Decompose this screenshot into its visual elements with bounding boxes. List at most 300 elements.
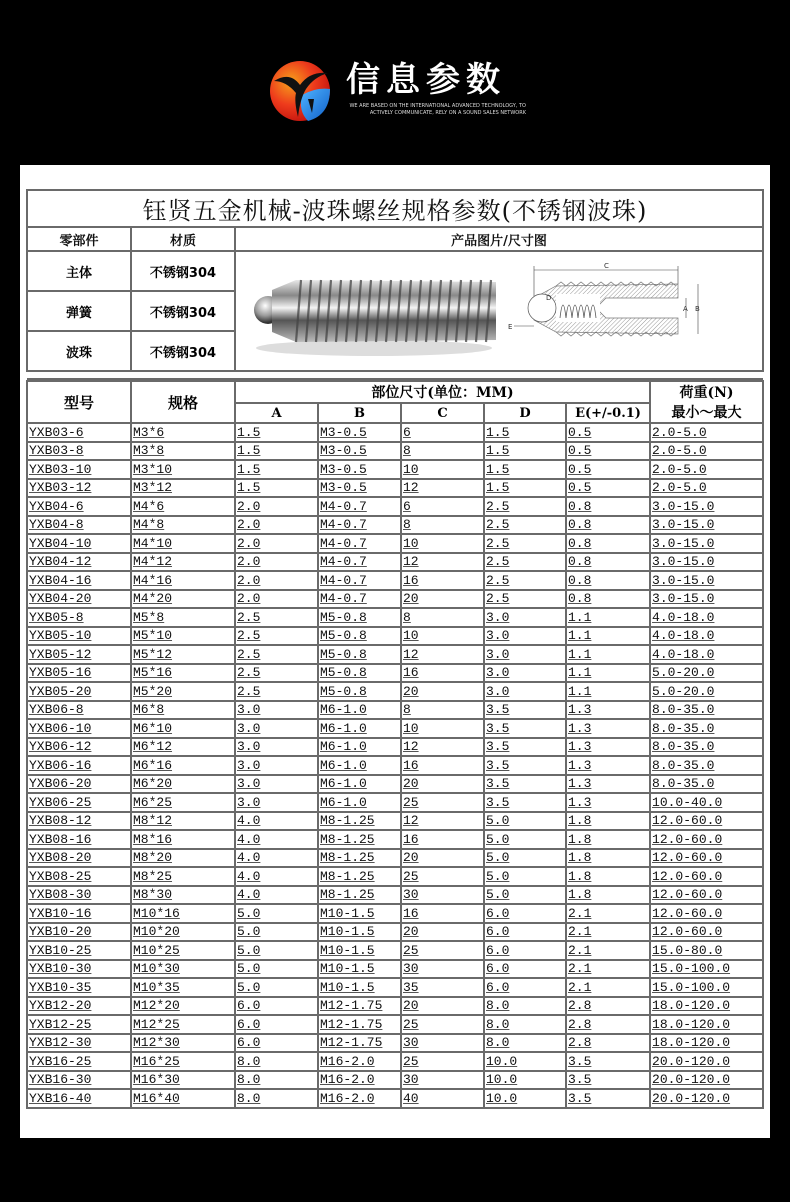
cell-a: 2.5 [235, 608, 318, 627]
header-part: 零部件 [27, 227, 131, 251]
cell-model: YXB12-20 [27, 997, 131, 1016]
cell-c: 20 [401, 682, 484, 701]
cell-model: YXB03-8 [27, 442, 131, 461]
cell-c: 20 [401, 997, 484, 1016]
cell-model: YXB06-16 [27, 756, 131, 775]
cell-load: 10.0-40.0 [650, 793, 763, 812]
table-row [27, 1034, 763, 1053]
cell-d: 3.5 [484, 756, 566, 775]
cell-d: 1.5 [484, 423, 566, 442]
cell-c: 25 [401, 1015, 484, 1034]
cell-model: YXB04-16 [27, 571, 131, 590]
cell-b: M5-0.8 [318, 664, 401, 683]
cell-a: 4.0 [235, 886, 318, 905]
cell-a: 2.0 [235, 590, 318, 609]
cell-load: 12.0-60.0 [650, 867, 763, 886]
cell-spec: M6*8 [131, 701, 235, 720]
table-row [27, 886, 763, 905]
header-d: D [484, 403, 566, 423]
cell-model: YXB06-12 [27, 738, 131, 757]
cell-c: 30 [401, 886, 484, 905]
part-name: 弹簧 [27, 291, 131, 331]
table-row [27, 645, 763, 664]
cell-e: 0.5 [566, 460, 650, 479]
cell-model: YXB03-10 [27, 460, 131, 479]
cell-b: M4-0.7 [318, 590, 401, 609]
cell-model: YXB06-25 [27, 793, 131, 812]
cell-b: M12-1.75 [318, 997, 401, 1016]
cell-spec: M5*16 [131, 664, 235, 683]
cell-d: 6.0 [484, 960, 566, 979]
table-row [27, 423, 763, 442]
cell-d: 5.0 [484, 867, 566, 886]
cell-spec: M6*25 [131, 793, 235, 812]
cell-load: 3.0-15.0 [650, 516, 763, 535]
cell-c: 8 [401, 701, 484, 720]
cell-e: 1.3 [566, 775, 650, 794]
part-material: 不锈钢304 [131, 331, 235, 371]
cell-e: 2.1 [566, 904, 650, 923]
cell-c: 6 [401, 497, 484, 516]
cell-e: 1.8 [566, 886, 650, 905]
cell-b: M6-1.0 [318, 793, 401, 812]
cell-load: 12.0-60.0 [650, 812, 763, 831]
cell-model: YXB08-30 [27, 886, 131, 905]
cell-spec: M4*8 [131, 516, 235, 535]
cell-c: 16 [401, 830, 484, 849]
table-row [27, 571, 763, 590]
diagram-label-c: C [604, 262, 609, 270]
cell-model: YXB10-30 [27, 960, 131, 979]
cell-load: 12.0-60.0 [650, 904, 763, 923]
cell-c: 12 [401, 738, 484, 757]
cell-d: 3.0 [484, 664, 566, 683]
cell-a: 4.0 [235, 849, 318, 868]
cell-load: 3.0-15.0 [650, 571, 763, 590]
cell-c: 25 [401, 1052, 484, 1071]
table-row [27, 867, 763, 886]
cell-e: 0.8 [566, 553, 650, 572]
cell-d: 1.5 [484, 479, 566, 498]
cell-model: YXB05-10 [27, 627, 131, 646]
cell-c: 12 [401, 812, 484, 831]
cell-spec: M16*40 [131, 1089, 235, 1108]
cell-d: 10.0 [484, 1071, 566, 1090]
table-row [27, 460, 763, 479]
cell-spec: M8*20 [131, 849, 235, 868]
cell-c: 30 [401, 960, 484, 979]
cell-spec: M4*20 [131, 590, 235, 609]
cell-d: 3.5 [484, 701, 566, 720]
cell-spec: M4*10 [131, 534, 235, 553]
cell-e: 1.8 [566, 812, 650, 831]
cell-e: 1.1 [566, 627, 650, 646]
cell-spec: M6*10 [131, 719, 235, 738]
cell-d: 10.0 [484, 1089, 566, 1108]
cell-a: 8.0 [235, 1052, 318, 1071]
cell-e: 0.8 [566, 516, 650, 535]
cell-model: YXB06-10 [27, 719, 131, 738]
diagram-label-e: E [508, 323, 513, 331]
cell-c: 12 [401, 645, 484, 664]
cell-c: 10 [401, 460, 484, 479]
cell-load: 3.0-15.0 [650, 497, 763, 516]
cell-c: 20 [401, 923, 484, 942]
cell-load: 3.0-15.0 [650, 534, 763, 553]
cell-spec: M5*12 [131, 645, 235, 664]
table-row [27, 978, 763, 997]
cell-load: 4.0-18.0 [650, 645, 763, 664]
header-load-line1: 荷重(N) [679, 385, 734, 401]
cell-c: 25 [401, 941, 484, 960]
cell-a: 3.0 [235, 793, 318, 812]
cell-a: 3.0 [235, 738, 318, 757]
cell-e: 1.3 [566, 701, 650, 720]
header-model: 型号 [27, 381, 131, 423]
cell-load: 8.0-35.0 [650, 738, 763, 757]
cell-e: 1.1 [566, 664, 650, 683]
cell-model: YXB04-20 [27, 590, 131, 609]
cell-a: 8.0 [235, 1071, 318, 1090]
cell-d: 2.5 [484, 590, 566, 609]
table-row [27, 553, 763, 572]
header-material: 材质 [131, 227, 235, 251]
cell-spec: M4*12 [131, 553, 235, 572]
cell-b: M6-1.0 [318, 719, 401, 738]
cell-load: 20.0-120.0 [650, 1052, 763, 1071]
cell-spec: M12*20 [131, 997, 235, 1016]
logo-icon [268, 59, 332, 123]
cell-load: 4.0-18.0 [650, 627, 763, 646]
cell-e: 2.1 [566, 923, 650, 942]
cell-e: 1.8 [566, 830, 650, 849]
part-material: 不锈钢304 [131, 251, 235, 291]
cell-e: 2.8 [566, 1034, 650, 1053]
cell-b: M16-2.0 [318, 1071, 401, 1090]
cell-a: 4.0 [235, 867, 318, 886]
cell-model: YXB10-16 [27, 904, 131, 923]
header-image: 产品图片/尺寸图 [235, 227, 763, 251]
banner-tagline: WE ARE BASED ON THE INTERNATIONAL ADVANCED TECHNOLOGY, TO ACTIVELY COMMUNICATE, RELY ON A SOUND SALES NETWORK [349, 103, 526, 116]
cell-spec: M8*16 [131, 830, 235, 849]
table-row [27, 682, 763, 701]
cell-model: YXB05-20 [27, 682, 131, 701]
cell-c: 35 [401, 978, 484, 997]
cell-load: 8.0-35.0 [650, 701, 763, 720]
cell-spec: M8*25 [131, 867, 235, 886]
cell-d: 3.0 [484, 627, 566, 646]
cell-e: 1.3 [566, 793, 650, 812]
cell-load: 2.0-5.0 [650, 479, 763, 498]
cell-c: 10 [401, 534, 484, 553]
cell-b: M5-0.8 [318, 627, 401, 646]
cell-b: M4-0.7 [318, 553, 401, 572]
cell-e: 1.3 [566, 719, 650, 738]
cell-b: M4-0.7 [318, 516, 401, 535]
table-row [27, 960, 763, 979]
header-e: E(+/-0.1) [566, 403, 650, 423]
cell-model: YXB16-25 [27, 1052, 131, 1071]
cell-c: 8 [401, 442, 484, 461]
header-c: C [401, 403, 484, 423]
cell-c: 16 [401, 571, 484, 590]
banner-title: 信息参数 [346, 60, 506, 100]
cell-model: YXB06-8 [27, 701, 131, 720]
table-row [27, 775, 763, 794]
cell-model: YXB04-6 [27, 497, 131, 516]
cell-a: 2.0 [235, 516, 318, 535]
cell-b: M8-1.25 [318, 849, 401, 868]
table-row [27, 830, 763, 849]
cell-a: 5.0 [235, 960, 318, 979]
header-spec: 规格 [131, 381, 235, 423]
cell-a: 4.0 [235, 830, 318, 849]
diagram-label-a: A [683, 305, 688, 313]
banner-header [0, 0, 790, 165]
product-image-cell [235, 251, 763, 371]
cell-model: YXB05-8 [27, 608, 131, 627]
cell-d: 6.0 [484, 941, 566, 960]
cell-model: YXB03-12 [27, 479, 131, 498]
cell-load: 15.0-80.0 [650, 941, 763, 960]
cell-spec: M10*16 [131, 904, 235, 923]
cell-c: 16 [401, 664, 484, 683]
cell-d: 6.0 [484, 904, 566, 923]
table-row [27, 608, 763, 627]
cell-e: 1.1 [566, 645, 650, 664]
table-row [27, 1071, 763, 1090]
cell-d: 10.0 [484, 1052, 566, 1071]
cell-load: 12.0-60.0 [650, 830, 763, 849]
cell-c: 12 [401, 553, 484, 572]
cell-model: YXB04-12 [27, 553, 131, 572]
spec-table [26, 380, 764, 1109]
cell-b: M3-0.5 [318, 423, 401, 442]
cell-d: 2.5 [484, 516, 566, 535]
cell-d: 1.5 [484, 460, 566, 479]
cell-e: 0.5 [566, 442, 650, 461]
cell-e: 2.8 [566, 1015, 650, 1034]
cell-d: 2.5 [484, 497, 566, 516]
spec-sheet [26, 189, 764, 1109]
cell-d: 8.0 [484, 997, 566, 1016]
cell-c: 10 [401, 719, 484, 738]
cell-model: YXB16-30 [27, 1071, 131, 1090]
cell-e: 1.1 [566, 608, 650, 627]
table-row [27, 756, 763, 775]
cell-b: M6-1.0 [318, 756, 401, 775]
cell-b: M5-0.8 [318, 608, 401, 627]
cell-d: 2.5 [484, 571, 566, 590]
cell-d: 3.5 [484, 793, 566, 812]
parts-table [26, 189, 764, 380]
cell-model: YXB05-12 [27, 645, 131, 664]
cell-a: 1.5 [235, 479, 318, 498]
table-row [27, 941, 763, 960]
cell-c: 20 [401, 849, 484, 868]
cell-e: 0.5 [566, 423, 650, 442]
part-material: 不锈钢304 [131, 291, 235, 331]
cell-e: 1.1 [566, 682, 650, 701]
table-row [27, 1015, 763, 1034]
cell-c: 8 [401, 516, 484, 535]
cell-e: 1.3 [566, 756, 650, 775]
cell-c: 20 [401, 775, 484, 794]
table-row [27, 701, 763, 720]
part-name: 主体 [27, 251, 131, 291]
cell-b: M6-1.0 [318, 775, 401, 794]
cell-model: YXB16-40 [27, 1089, 131, 1108]
cell-b: M12-1.75 [318, 1015, 401, 1034]
cell-e: 3.5 [566, 1071, 650, 1090]
cell-load: 12.0-60.0 [650, 849, 763, 868]
cell-model: YXB12-30 [27, 1034, 131, 1053]
table-row [27, 516, 763, 535]
cell-load: 5.0-20.0 [650, 682, 763, 701]
cell-model: YXB04-10 [27, 534, 131, 553]
cell-d: 5.0 [484, 830, 566, 849]
cell-load: 8.0-35.0 [650, 756, 763, 775]
cell-a: 5.0 [235, 904, 318, 923]
part-name: 波珠 [27, 331, 131, 371]
cell-spec: M8*12 [131, 812, 235, 831]
cell-load: 20.0-120.0 [650, 1071, 763, 1090]
cell-a: 2.5 [235, 645, 318, 664]
cell-a: 5.0 [235, 978, 318, 997]
dimension-diagram [506, 256, 716, 356]
header-load-line2: 最小～最大 [671, 405, 742, 421]
cell-model: YXB06-20 [27, 775, 131, 794]
cell-spec: M3*10 [131, 460, 235, 479]
cell-e: 2.1 [566, 960, 650, 979]
cell-a: 3.0 [235, 719, 318, 738]
cell-b: M10-1.5 [318, 904, 401, 923]
sheet-title: 钰贤五金机械-波珠螺丝规格参数(不锈钢波珠) [27, 190, 763, 227]
table-row [27, 1089, 763, 1108]
cell-e: 2.8 [566, 997, 650, 1016]
cell-a: 2.0 [235, 534, 318, 553]
cell-b: M5-0.8 [318, 682, 401, 701]
cell-model: YXB04-8 [27, 516, 131, 535]
cell-c: 8 [401, 608, 484, 627]
cell-a: 5.0 [235, 941, 318, 960]
diagram-label-d: D [546, 294, 552, 302]
cell-spec: M10*35 [131, 978, 235, 997]
cell-a: 1.5 [235, 423, 318, 442]
cell-spec: M8*30 [131, 886, 235, 905]
cell-b: M8-1.25 [318, 867, 401, 886]
cell-spec: M3*8 [131, 442, 235, 461]
cell-b: M10-1.5 [318, 923, 401, 942]
cell-model: YXB10-35 [27, 978, 131, 997]
cell-b: M4-0.7 [318, 497, 401, 516]
table-row [27, 997, 763, 1016]
cell-spec: M12*30 [131, 1034, 235, 1053]
cell-b: M10-1.5 [318, 941, 401, 960]
cell-spec: M3*12 [131, 479, 235, 498]
cell-a: 6.0 [235, 1015, 318, 1034]
cell-b: M10-1.5 [318, 978, 401, 997]
cell-b: M3-0.5 [318, 460, 401, 479]
cell-a: 2.5 [235, 627, 318, 646]
cell-spec: M3*6 [131, 423, 235, 442]
cell-b: M10-1.5 [318, 960, 401, 979]
cell-spec: M16*25 [131, 1052, 235, 1071]
cell-a: 2.0 [235, 497, 318, 516]
cell-load: 3.0-15.0 [650, 590, 763, 609]
cell-a: 6.0 [235, 997, 318, 1016]
cell-d: 3.0 [484, 608, 566, 627]
cell-load: 3.0-15.0 [650, 553, 763, 572]
table-row [27, 923, 763, 942]
cell-d: 3.5 [484, 775, 566, 794]
cell-load: 2.0-5.0 [650, 460, 763, 479]
cell-spec: M5*20 [131, 682, 235, 701]
cell-load: 18.0-120.0 [650, 1034, 763, 1053]
cell-spec: M5*10 [131, 627, 235, 646]
cell-spec: M10*20 [131, 923, 235, 942]
cell-d: 3.0 [484, 645, 566, 664]
cell-b: M6-1.0 [318, 738, 401, 757]
cell-a: 8.0 [235, 1089, 318, 1108]
cell-b: M3-0.5 [318, 442, 401, 461]
cell-c: 25 [401, 867, 484, 886]
cell-c: 16 [401, 756, 484, 775]
cell-b: M4-0.7 [318, 571, 401, 590]
cell-d: 8.0 [484, 1034, 566, 1053]
cell-spec: M12*25 [131, 1015, 235, 1034]
cell-model: YXB05-16 [27, 664, 131, 683]
cell-load: 2.0-5.0 [650, 423, 763, 442]
cell-load: 18.0-120.0 [650, 1015, 763, 1034]
cell-model: YXB10-25 [27, 941, 131, 960]
cell-b: M8-1.25 [318, 812, 401, 831]
cell-b: M8-1.25 [318, 830, 401, 849]
table-row [27, 627, 763, 646]
cell-spec: M10*30 [131, 960, 235, 979]
cell-b: M16-2.0 [318, 1052, 401, 1071]
cell-d: 6.0 [484, 923, 566, 942]
cell-a: 2.0 [235, 553, 318, 572]
cell-model: YXB08-20 [27, 849, 131, 868]
cell-model: YXB08-12 [27, 812, 131, 831]
cell-d: 3.5 [484, 738, 566, 757]
cell-load: 2.0-5.0 [650, 442, 763, 461]
cell-e: 2.1 [566, 941, 650, 960]
cell-d: 5.0 [484, 849, 566, 868]
cell-b: M3-0.5 [318, 479, 401, 498]
cell-e: 0.8 [566, 534, 650, 553]
cell-load: 20.0-120.0 [650, 1089, 763, 1108]
header-a: A [235, 403, 318, 423]
cell-d: 5.0 [484, 886, 566, 905]
cell-e: 1.8 [566, 867, 650, 886]
cell-spec: M5*8 [131, 608, 235, 627]
diagram-label-b: B [695, 305, 700, 313]
cell-model: YXB10-20 [27, 923, 131, 942]
cell-spec: M4*6 [131, 497, 235, 516]
cell-d: 3.5 [484, 719, 566, 738]
spec-sheet-panel [20, 165, 770, 1138]
cell-d: 3.0 [484, 682, 566, 701]
cell-a: 6.0 [235, 1034, 318, 1053]
cell-c: 12 [401, 479, 484, 498]
cell-c: 20 [401, 590, 484, 609]
cell-model: YXB12-25 [27, 1015, 131, 1034]
cell-d: 2.5 [484, 553, 566, 572]
cell-c: 16 [401, 904, 484, 923]
cell-c: 40 [401, 1089, 484, 1108]
